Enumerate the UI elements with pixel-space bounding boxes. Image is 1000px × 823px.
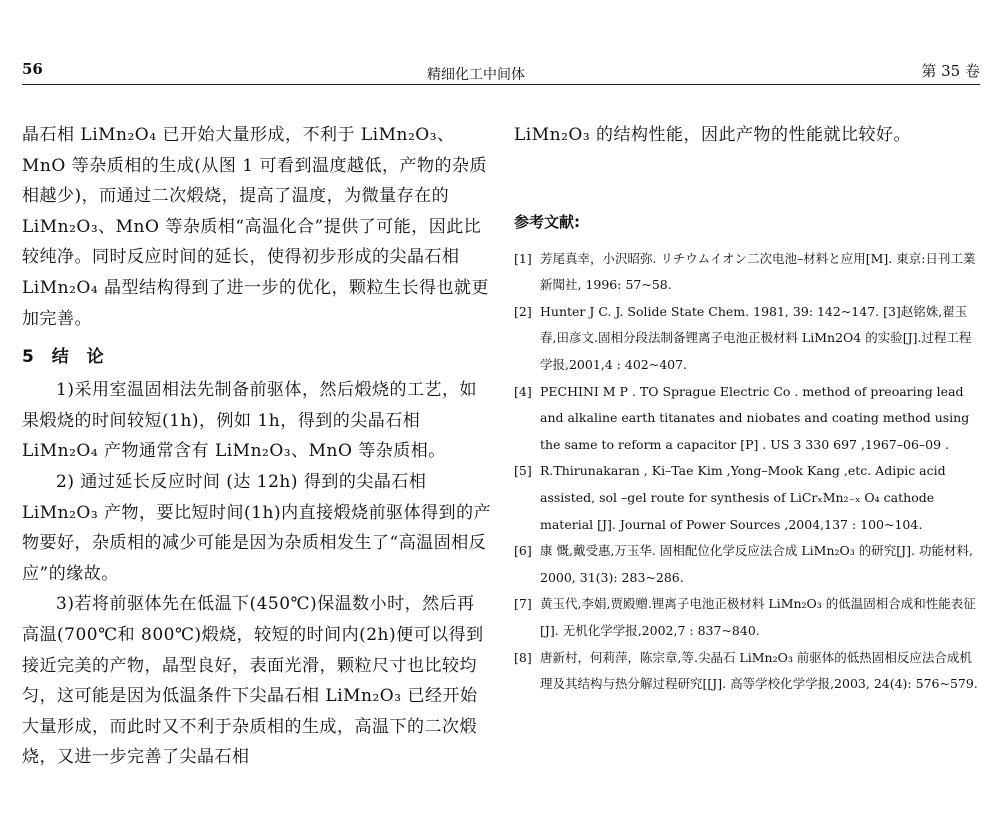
reference-item: [1] 芳尾真幸，小沢昭弥. リチウムイオン二次电池–材料と应用[M]. 東京:日刊工業新聞社, 1996: 57~58. [514,250,976,293]
section-title: 5 结 论 [22,347,110,368]
journal-title: 精细化工中间体 [427,67,525,83]
continued-paragraph-right: LiMn₂O₃ 的结构性能，因此产物的性能就比较好。 [514,125,912,145]
reference-item: [7] 黄玉代,李娟,贾殿赠.锂离子电池正极材料 LiMn₂O₃ 的低温固相合成和性能表征[J]. 无机化学学报,2002,7 : 837~840. [514,596,976,638]
left-column [22,120,492,773]
reference-item: [2] Hunter J C. J. Solide State Chem. 1981, 39: 142~147. [3]赵铭姝,翟玉春,田彦文.固相分段法制备锂离子电池正极材料 LiMn2O4 的实验[J].过程工程学报,2001,4 : 402~407. [514,303,972,372]
volume-label: 第 35 卷 [921,62,980,80]
conclusion-2: 2) 通过延长反应时间 (达 12h) 得到的尖晶石相 LiMn₂O₃ 产物，要比短时间(1h)内直接煅烧前驱体得到的产物要好，杂质相的减少可能是因为杂质相发生了“高温固相反应”的缘故。 [22,471,492,584]
continued-paragraph: 晶石相 LiMn₂O₄ 已开始大量形成，不利于 LiMn₂O₃、MnO 等杂质相的生成(从图 1 可看到温度越低，产物的杂质相越少)，而通过二次煅烧，提高了温度，为微量存在的 LiMn₂O₃、MnO 等杂质相“高温化合”提供了可能，因此比较纯净。同时反应时间的延长，使得初步形成的尖晶石相 LiMn₂O₄ 晶型结构得到了进一步的优化，颗粒生长得也就更加完善。 [22,125,490,329]
reference-item: [6] 康 慨,戴受惠,万玉华. 固相配位化学反应法合成 LiMn₂O₃ 的研究[J]. 功能材料, 2000, 31(3): 283~286. [514,543,973,585]
references-list [514,246,980,698]
page-number: 56 [22,60,43,78]
reference-item: [4] PECHINI M P . TO Sprague Electric Co . method of preoaring lead and alkaline earth titanates and niobates and coating method using the same to reform a capacitor [P] . US 3 330 697 ,1967–06–09 . [514,383,970,452]
conclusion-3: 3)若将前驱体先在低温下(450℃)保温数小时，然后再高温(700℃和 800℃)煅烧，较短的时间内(2h)便可以得到接近完美的产物，晶型良好，表面光滑，颗粒尺寸也比较均匀，这可能是因为低温条件下尖晶石相 LiMn₂O₃ 已经开始大量形成，而此时又不利于杂质相的生成，高温下的二次煅烧，又进一步完善了尖晶石相 [22,594,484,768]
conclusion-1: 1)采用室温固相法先制备前驱体，然后煅烧的工艺，如果煅烧的时间较短(1h)，例如 1h，得到的尖晶石相 LiMn₂O₄ 产物通常含有 LiMn₂O₃、MnO 等杂质相。 [22,380,477,462]
reference-item: [5] R.Thirunakaran , Ki–Tae Kim ,Yong–Mook Kang ,etc. Adipic acid assisted, sol –gel route for synthesis of LiCrₓMn₂₋ₓ O₄ cathode material [J]. Journal of Power Sources ,2004,137 : 100~104. [514,463,946,532]
references-heading: 参考文献: [514,212,580,231]
reference-item: [8] 唐新村，何莉萍，陈宗章,等.尖晶石 LiMn₂O₃ 前驱体的低热固相反应法合成机理及其结构与热分解过程研究[[J]. 高等学校化学学报,2003, 24(4): 576~579. [514,649,978,692]
running-header [22,40,980,85]
right-column [514,120,980,698]
